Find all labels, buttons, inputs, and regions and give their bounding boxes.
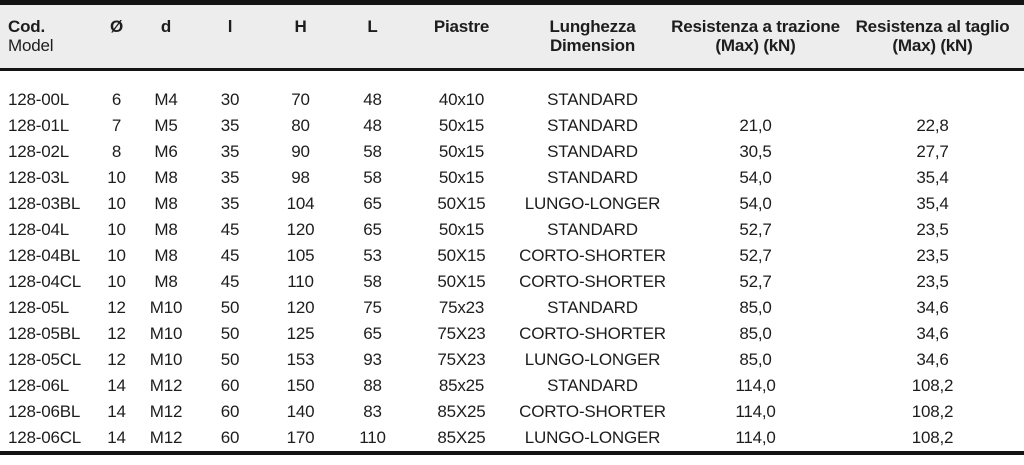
cell-taglio: 34,6 (916, 298, 949, 317)
column-header-trazione-line1: Resistenza a trazione (671, 17, 840, 36)
column-header-l (196, 3, 264, 70)
cell-h: 104 (286, 194, 315, 213)
cell-lu: 83 (363, 402, 382, 421)
table-row (0, 399, 1024, 425)
cell-taglio: 108,2 (911, 428, 954, 447)
cell-trazione: 54,0 (739, 168, 772, 187)
cell-lu: 53 (363, 246, 382, 265)
cell-d: M8 (154, 168, 178, 187)
cell-taglio: 108,2 (911, 376, 954, 395)
cell-trazione (670, 70, 841, 114)
cell-cod: 128-04L (8, 220, 69, 239)
cell-cod: 128-00L (8, 90, 69, 109)
column-header-piastre (408, 3, 515, 70)
cell-d: M10 (149, 350, 183, 369)
cell-l: 35 (220, 194, 240, 213)
cell-lu: 110 (359, 428, 386, 447)
cell-h: 120 (286, 220, 315, 239)
cell-l: 30 (220, 90, 240, 109)
cell-lu: 58 (363, 142, 382, 161)
cell-lunghezza: CORTO-SHORTER (519, 402, 666, 421)
cell-taglio: 27,7 (916, 142, 949, 161)
cell-h: 80 (291, 116, 310, 135)
cell-cod: 128-03BL (8, 194, 81, 213)
column-header-diametro (97, 3, 136, 70)
cell-h: 170 (286, 428, 315, 447)
cell-taglio: 23,5 (916, 220, 949, 239)
cell-lu: 58 (363, 168, 382, 187)
cell-trazione: 85,0 (739, 324, 772, 343)
cell-d: M8 (154, 220, 178, 239)
cell-lu: 88 (363, 376, 382, 395)
cell-lunghezza: STANDARD (547, 298, 638, 317)
cell-piastre: 75x23 (438, 298, 485, 317)
cell-diametro: 12 (107, 324, 126, 343)
cell-diametro: 14 (107, 376, 126, 395)
cell-lu: 48 (363, 116, 382, 135)
column-header-lu (337, 3, 408, 70)
cell-d: M12 (149, 376, 183, 395)
cell-piastre: 50X15 (437, 194, 486, 213)
column-header-d-line1: d (160, 17, 172, 36)
cell-trazione: 54,0 (739, 194, 772, 213)
table-row (0, 139, 1024, 165)
cell-lu: 93 (363, 350, 382, 369)
table-row (0, 321, 1024, 347)
cell-diametro: 10 (107, 220, 126, 239)
table-row (0, 295, 1024, 321)
cell-lunghezza: STANDARD (547, 220, 638, 239)
column-header-trazione (670, 3, 841, 70)
cell-trazione: 85,0 (739, 350, 772, 369)
cell-lu: 58 (363, 272, 382, 291)
table-row (0, 191, 1024, 217)
cell-piastre: 85x25 (438, 376, 485, 395)
cell-h: 70 (291, 90, 310, 109)
cell-diametro: 12 (107, 350, 126, 369)
cell-lunghezza: STANDARD (547, 168, 638, 187)
cell-h: 150 (286, 376, 315, 395)
cell-l: 45 (220, 272, 240, 291)
cell-lunghezza: CORTO-SHORTER (519, 324, 666, 343)
cell-diametro: 10 (107, 168, 126, 187)
cell-trazione: 114,0 (735, 428, 776, 447)
cell-l: 45 (220, 246, 240, 265)
cell-d: M10 (149, 324, 183, 343)
cell-piastre: 85X25 (437, 402, 486, 421)
cell-l: 35 (220, 168, 240, 187)
cell-lunghezza: STANDARD (547, 116, 638, 135)
table-row (0, 113, 1024, 139)
cell-d: M4 (154, 90, 178, 109)
cell-cod: 128-04BL (8, 246, 81, 265)
cell-h: 153 (286, 350, 315, 369)
table-row (0, 425, 1024, 453)
cell-lunghezza: CORTO-SHORTER (519, 272, 666, 291)
table-row (0, 243, 1024, 269)
cell-lunghezza: STANDARD (547, 142, 638, 161)
column-header-h-line1: H (294, 17, 307, 36)
cell-h: 120 (286, 298, 315, 317)
cell-taglio: 22,8 (916, 116, 949, 135)
cell-diametro: 10 (107, 272, 126, 291)
table-row (0, 217, 1024, 243)
cell-diametro: 10 (107, 246, 126, 265)
column-header-lu-line1: L (367, 17, 378, 36)
cell-diametro: 8 (111, 142, 122, 161)
cell-diametro: 14 (107, 402, 126, 421)
column-header-cod (0, 3, 97, 70)
cell-cod: 128-05CL (8, 350, 82, 369)
cell-trazione: 30,5 (739, 142, 772, 161)
cell-h: 98 (291, 168, 310, 187)
cell-trazione: 21,0 (739, 116, 772, 135)
cell-l: 60 (220, 376, 240, 395)
cell-piastre: 50X15 (437, 272, 486, 291)
column-header-l-line1: l (227, 17, 233, 36)
column-header-lunghezza-line2: Dimension (549, 36, 636, 55)
cell-piastre: 50x15 (438, 142, 485, 161)
cell-l: 35 (220, 142, 240, 161)
cell-lunghezza: LUNGO-LONGER (524, 428, 661, 447)
cell-diametro: 10 (107, 194, 126, 213)
cell-cod: 128-06BL (8, 402, 81, 421)
cell-trazione: 85,0 (739, 298, 772, 317)
cell-cod: 128-06CL (8, 428, 82, 447)
cell-lu: 48 (363, 90, 382, 109)
cell-lu: 65 (363, 194, 382, 213)
cell-l: 50 (220, 298, 240, 317)
cell-d: M8 (154, 246, 178, 265)
cell-lu: 65 (363, 324, 382, 343)
cell-lu: 75 (363, 298, 382, 317)
cell-h: 105 (286, 246, 315, 265)
cell-piastre: 75X23 (437, 324, 486, 343)
column-header-taglio-line1: Resistenza al taglio (855, 17, 1010, 36)
column-header-trazione-line2: (Max) (kN) (715, 36, 796, 55)
cell-piastre: 75X23 (437, 350, 486, 369)
cell-piastre: 85X25 (437, 428, 486, 447)
cell-taglio: 23,5 (916, 246, 949, 265)
cell-diametro: 6 (111, 90, 122, 109)
cell-lunghezza: STANDARD (547, 376, 638, 395)
cell-d: M8 (154, 272, 178, 291)
cell-cod: 128-02L (8, 142, 69, 161)
cell-l: 60 (220, 402, 240, 421)
cell-piastre: 50x15 (438, 168, 485, 187)
column-header-cod-line1: Cod. (8, 17, 45, 36)
table-row (0, 347, 1024, 373)
cell-d: M12 (149, 402, 183, 421)
cell-diametro: 7 (111, 116, 122, 135)
cell-cod: 128-03L (8, 168, 69, 187)
cell-d: M8 (154, 194, 178, 213)
cell-trazione: 114,0 (735, 376, 776, 395)
column-header-cod-line2: Model (8, 36, 54, 55)
cell-h: 140 (286, 402, 315, 421)
cell-taglio: 35,4 (916, 194, 949, 213)
header-row (0, 3, 1024, 70)
table-header (0, 3, 1024, 70)
table-row (0, 373, 1024, 399)
cell-taglio (841, 70, 1024, 114)
cell-d: M12 (149, 428, 183, 447)
table-row (0, 70, 1024, 114)
column-header-taglio-line2: (Max) (kN) (892, 36, 973, 55)
cell-cod: 128-05BL (8, 324, 81, 343)
column-header-lunghezza-line1: Lunghezza (549, 17, 636, 36)
cell-d: M5 (154, 116, 178, 135)
cell-cod: 128-06L (8, 376, 69, 395)
cell-cod: 128-05L (8, 298, 69, 317)
cell-trazione: 52,7 (739, 220, 772, 239)
cell-h: 125 (286, 324, 315, 343)
cell-piastre: 50x15 (438, 220, 485, 239)
column-header-d (136, 3, 196, 70)
cell-l: 45 (220, 220, 240, 239)
cell-taglio: 23,5 (916, 272, 949, 291)
cell-taglio: 35,4 (916, 168, 949, 187)
cell-h: 110 (287, 272, 314, 291)
cell-lunghezza: STANDARD (547, 90, 638, 109)
cell-cod: 128-04CL (8, 272, 82, 291)
cell-lunghezza: LUNGO-LONGER (524, 350, 661, 369)
cell-taglio: 34,6 (916, 324, 949, 343)
table-row (0, 269, 1024, 295)
cell-cod: 128-01L (8, 116, 69, 135)
cell-lu: 65 (363, 220, 382, 239)
cell-trazione: 52,7 (739, 246, 772, 265)
cell-lunghezza: CORTO-SHORTER (519, 246, 666, 265)
cell-taglio: 108,2 (911, 402, 954, 421)
cell-d: M10 (149, 298, 183, 317)
column-header-lunghezza (515, 3, 670, 70)
cell-piastre: 50x15 (438, 116, 485, 135)
cell-d: M6 (154, 142, 178, 161)
cell-lunghezza: LUNGO-LONGER (524, 194, 661, 213)
cell-h: 90 (291, 142, 310, 161)
cell-l: 50 (220, 324, 240, 343)
cell-piastre: 40x10 (438, 90, 485, 109)
column-header-piastre-line1: Piastre (433, 17, 490, 36)
cell-trazione: 52,7 (739, 272, 772, 291)
column-header-h (264, 3, 337, 70)
cell-diametro: 12 (107, 298, 126, 317)
column-header-diametro-line1: Ø (109, 17, 124, 36)
cell-trazione: 114,0 (735, 402, 776, 421)
cell-l: 35 (220, 116, 240, 135)
cell-taglio: 34,6 (916, 350, 949, 369)
cell-diametro: 14 (107, 428, 126, 447)
table-body (0, 70, 1024, 454)
cell-piastre: 50X15 (437, 246, 486, 265)
column-header-taglio (841, 3, 1024, 70)
cell-l: 60 (220, 428, 240, 447)
table-row (0, 165, 1024, 191)
cell-l: 50 (220, 350, 240, 369)
